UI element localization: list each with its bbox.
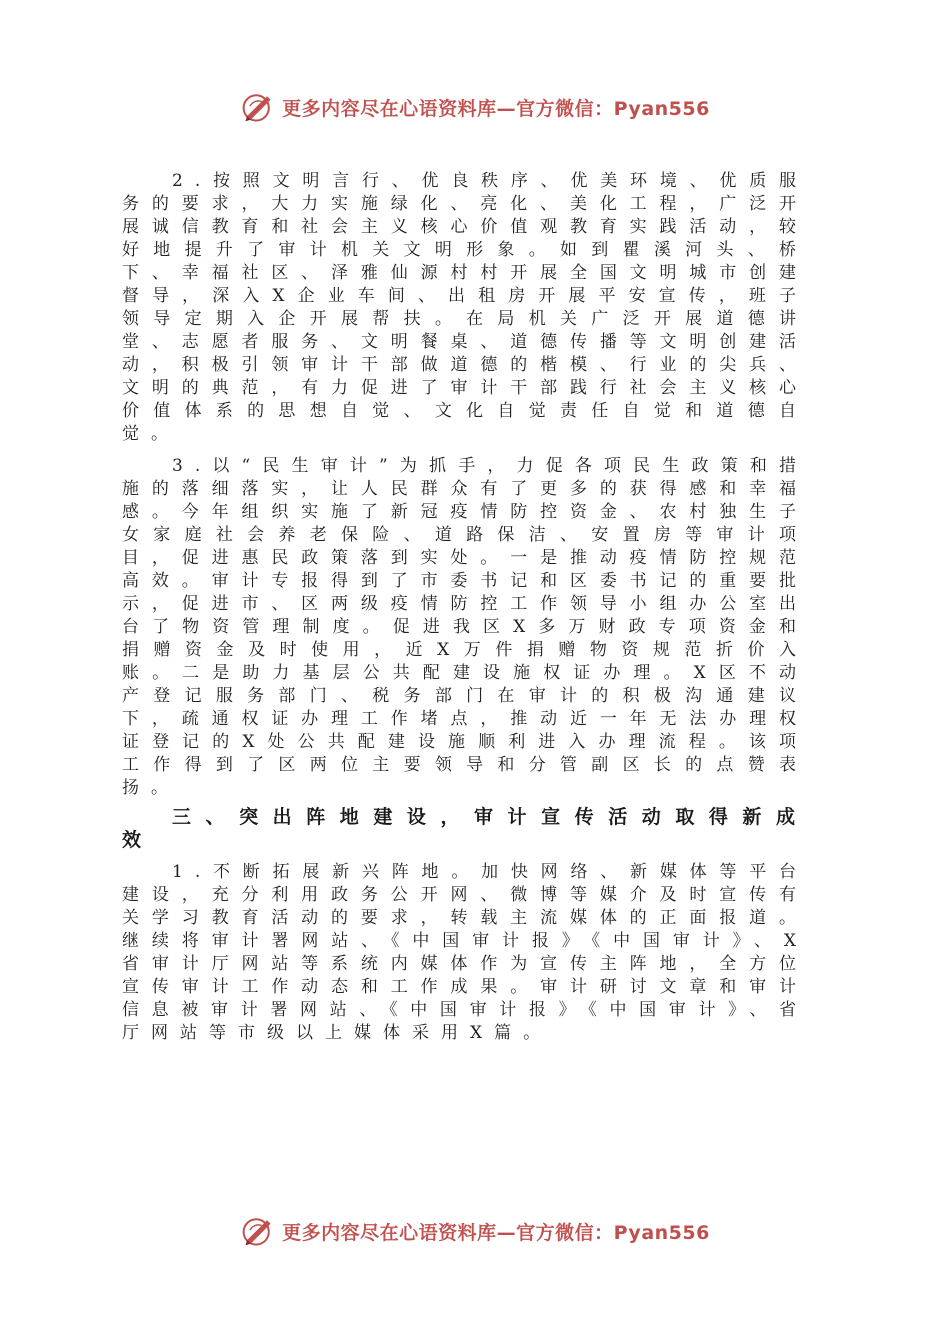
paragraph-civilization: 2.按照文明言行、优良秩序、优美环境、优质服务的要求，大力实施绿化、亮化、美化工程，广泛开展诚信教育和社会主义核心价值观教育实践活动，较好地提升了审计机关文明形象。如到瞿溪河头、桥下、幸福社区、泽雅仙源村村开展全国文明城市创建督导，深入X企业车间、出租房开展平安宣传，班子领导定期入企开展帮扶。在局机关广泛开展道德讲堂、志愿者服务、文明餐桌、道德传播等文明创建活动，积极引领审计干部做道德的楷模、行业的尖兵、文明的典范，有力促进了审计干部践行社会主义核心价值体系的思想自觉、文化自觉责任自觉和道德自觉。 bbox=[122, 171, 808, 444]
watermark-text: 更多内容尽在心语资料库—官方微信：Pyan556 bbox=[282, 1221, 710, 1244]
document-body bbox=[122, 170, 808, 1045]
pen-logo-icon bbox=[240, 1213, 276, 1249]
section-heading: 三、突出阵地建设，审计宣传活动取得新成效 bbox=[122, 806, 808, 851]
paragraph-new-media: 1.不断拓展新兴阵地。加快网络、新媒体等平台建设，充分利用政务公开网、微博等媒介及时宣传有关学习教育活动的要求，转载主流媒体的正面报道。继续将审计署网站、《中国审计报》《中国审计》、X省审计厅网站等系统内媒体作为宣传主阵地，全方位宣传审计工作动态和工作成果。审计研讨文章和审计信息被审计署网站、《中国审计报》《中国审计》、省厅网站等市级以上媒体采用X篇。 bbox=[122, 862, 808, 1043]
watermark-text: 更多内容尽在心语资料库—官方微信：Pyan556 bbox=[282, 97, 710, 120]
paragraph-livelihood-audit: 3.以“民生审计”为抓手，力促各项民生政策和措施的落细落实，让人民群众有了更多的获得感和幸福感。今年组织实施了新冠疫情防控资金、农村独生子女家庭社会养老保险、道路保洁、安置房等审计项目，促进惠民政策落到实处。一是推动疫情防控规范高效。审计专报得到了市委书记和区委书记的重要批示，促进市、区两级疫情防控工作领导小组办公室出台了物资管理制度。促进我区X多万财政专项资金和捐赠资金及时使用，近X万件捐赠物资规范折价入账。二是助力基层公共配建设施权证办理。X区不动产登记服务部门、税务部门在审计的积极沟通建议下，疏通权证办理工作堵点，推动近一年无法办理权证登记的X处公共配建设施顺利进入办理流程。该项工作得到了区两位主要领导和分管副区长的点赞表扬。 bbox=[122, 456, 808, 798]
footer-watermark-banner bbox=[0, 1206, 950, 1256]
pen-logo-icon bbox=[240, 89, 276, 125]
header-watermark-banner bbox=[0, 82, 950, 132]
